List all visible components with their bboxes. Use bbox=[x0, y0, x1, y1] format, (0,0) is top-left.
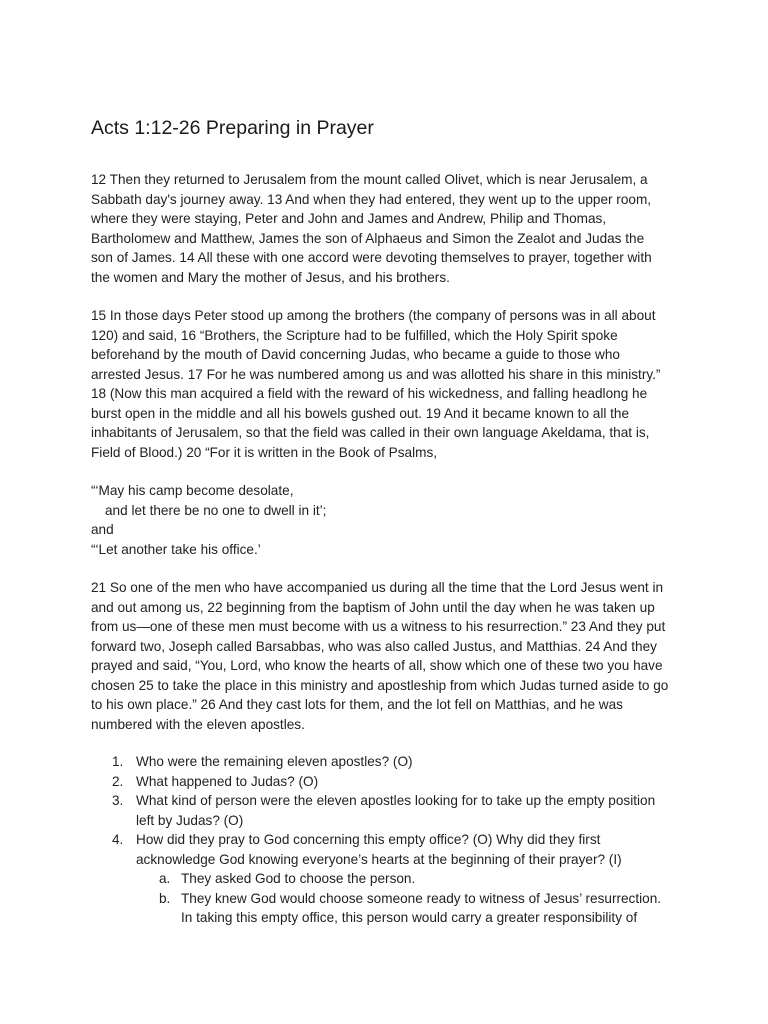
text-line: Sabbath day's journey away. 13 And when they had entered, they went up to the upper room, bbox=[91, 191, 652, 207]
question-list bbox=[91, 752, 681, 928]
text-line: 21 So one of the men who have accompanied us during all the time that the Lord Jesus went in bbox=[91, 580, 664, 595]
psalm-quotation bbox=[91, 481, 681, 559]
text-line: inhabitants of Jerusalem, so that the field was called in their own language Akeldama, that is, bbox=[91, 425, 650, 440]
text-line: 120) and said, 16 “Brothers, the Scripture had to be fulfilled, which the Holy Spirit spoke bbox=[91, 327, 618, 343]
scripture-paragraph-2 bbox=[91, 306, 681, 462]
question-item bbox=[91, 772, 681, 792]
question-number: 1. bbox=[112, 754, 124, 769]
page-title: Acts 1:12-26 Preparing in Prayer bbox=[91, 117, 374, 139]
quote-line: and bbox=[91, 522, 114, 537]
question-item bbox=[91, 752, 681, 772]
text-line: numbered with the eleven apostles. bbox=[91, 716, 305, 732]
question-text: left by Judas? (O) bbox=[136, 812, 244, 828]
scripture-paragraph-3 bbox=[91, 578, 681, 734]
text-line: arrested Jesus. 17 For he was numbered among us and was allotted his share in this ministry.” bbox=[91, 366, 661, 382]
answer-item bbox=[136, 869, 681, 889]
text-line: 15 In those days Peter stood up among the brothers (the company of persons was in all about bbox=[91, 308, 656, 323]
answer-item bbox=[136, 889, 681, 928]
text-line: where they were staying, Peter and John and James and Andrew, Philip and Thomas, bbox=[91, 211, 607, 226]
text-line: the women and Mary the mother of Jesus, and his brothers. bbox=[91, 269, 450, 285]
text-line: forward two, Joseph called Barsabbas, who was also called Justus, and Matthias. 24 And they bbox=[91, 638, 657, 654]
answer-sublist bbox=[136, 869, 681, 928]
answer-text: They asked God to choose the person. bbox=[181, 871, 416, 886]
text-line: and out among us, 22 beginning from the baptism of John until the day when he was taken up bbox=[91, 599, 655, 615]
question-text: How did they pray to God concerning this empty office? (O) Why did they first bbox=[136, 832, 601, 847]
answer-letter: b. bbox=[159, 890, 171, 906]
question-item bbox=[91, 830, 681, 928]
text-line: son of James. 14 All these with one accord were devoting themselves to prayer, together with bbox=[91, 250, 652, 265]
question-text: acknowledge God knowing everyone’s hearts at the beginning of their prayer? (I) bbox=[136, 851, 622, 867]
text-line: Field of Blood.) 20 “For it is written in the Book of Psalms, bbox=[91, 444, 438, 460]
text-line: chosen 25 to take the place in this ministry and apostleship from which Judas turned aside to go bbox=[91, 677, 669, 693]
question-text: Who were the remaining eleven apostles? (O) bbox=[136, 754, 413, 769]
text-line: beforehand by the mouth of David concerning Judas, who became a guide to those who bbox=[91, 347, 620, 362]
question-text: What happened to Judas? (O) bbox=[136, 773, 319, 789]
text-line: to his own place.” 26 And they cast lots for them, and the lot fell on Matthias, and he was bbox=[91, 697, 623, 712]
scripture-paragraph-1 bbox=[91, 170, 681, 287]
answer-text: They knew God would choose someone ready to witness of Jesus’ resurrection. bbox=[181, 890, 662, 906]
text-line: 18 (Now this man acquired a field with the reward of his wickedness, and falling headlong he bbox=[91, 386, 648, 401]
text-line: from us—one of these men must become with us a witness to his resurrection.” 23 And they put bbox=[91, 619, 666, 634]
text-line: 12 Then they returned to Jerusalem from the mount called Olivet, which is near Jerusalem, a bbox=[91, 172, 648, 187]
question-item bbox=[91, 791, 681, 830]
text-line: prayed and said, “You, Lord, who know the hearts of all, show which one of these two you have bbox=[91, 658, 663, 673]
quote-line: and let there be no one to dwell in it’; bbox=[105, 502, 327, 518]
answer-text: In taking this empty office, this person would carry a greater responsibility of bbox=[181, 910, 638, 925]
quote-line: “‘May his camp become desolate, bbox=[91, 483, 294, 498]
question-text: What kind of person were the eleven apostles looking for to take up the empty position bbox=[136, 793, 656, 808]
question-number: 3. bbox=[112, 793, 124, 808]
question-number: 2. bbox=[112, 773, 124, 789]
text-line: Bartholomew and Matthew, James the son of Alphaeus and Simon the Zealot and Judas the bbox=[91, 230, 645, 246]
answer-letter: a. bbox=[159, 871, 171, 886]
text-line: burst open in the middle and all his bowels gushed out. 19 And it became known to all the bbox=[91, 405, 630, 421]
question-number: 4. bbox=[112, 832, 124, 847]
quote-line: “‘Let another take his office.’ bbox=[91, 541, 261, 557]
